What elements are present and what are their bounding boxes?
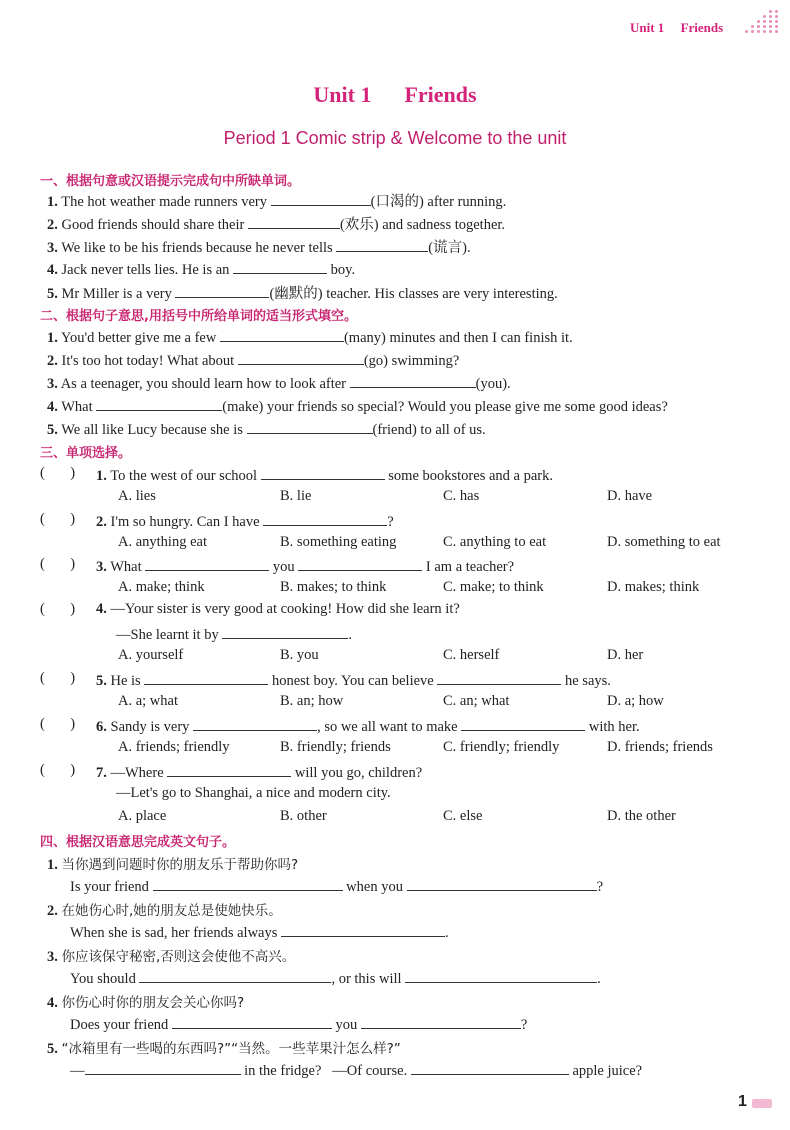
- chinese-prompt: 你伤心时你的朋友会关心你吗?: [61, 995, 245, 1011]
- s2-item: [47, 419, 486, 439]
- header-dot: [775, 25, 778, 28]
- item-text: , or this will: [331, 971, 406, 987]
- item-text: you: [269, 559, 299, 575]
- option-a[interactable]: A. a; what: [118, 693, 178, 709]
- item-text: Sandy is very: [110, 719, 194, 735]
- option-d[interactable]: D. a; how: [607, 693, 664, 709]
- answer-blank[interactable]: [248, 214, 340, 229]
- item-text: honest boy. You can believe: [268, 673, 438, 689]
- item-number: 5.: [96, 673, 107, 689]
- item-text: ?: [520, 1017, 528, 1033]
- item-text: .: [597, 971, 601, 987]
- chinese-prompt: 当你遇到问题时你的朋友乐于帮助你吗?: [61, 857, 299, 873]
- header-dots-ornament: [745, 10, 785, 38]
- section-3-heading: 三、单项选择。: [40, 446, 132, 461]
- item-number: 5.: [47, 1041, 58, 1057]
- section-1-heading: 一、根据句意或汉语提示完成句中所缺单词。: [40, 174, 301, 189]
- chinese-prompt: “冰箱里有一些喝的东西吗?”“当然。一些苹果汁怎么样?”: [61, 1041, 401, 1057]
- s4-item-prompt: [47, 945, 295, 966]
- option-c[interactable]: C. herself: [443, 647, 500, 663]
- item-number: 2.: [96, 514, 107, 530]
- page-number: 1: [738, 1093, 747, 1110]
- item-text: (make) your friends so special? Would you please give me some good ideas?: [222, 399, 668, 415]
- item-number: 1.: [47, 857, 58, 873]
- s4-item-answer: [70, 922, 449, 942]
- answer-blank[interactable]: [407, 876, 597, 891]
- header-dot: [775, 30, 778, 33]
- option-a[interactable]: A. yourself: [118, 647, 184, 663]
- running-header: [630, 20, 723, 36]
- item-number: 2.: [47, 903, 58, 919]
- s1-item: [47, 236, 471, 257]
- item-text: What: [61, 399, 97, 415]
- s2-item: [47, 327, 573, 347]
- option-b[interactable]: B. an; how: [280, 693, 344, 709]
- item-text: some bookstores and a park.: [384, 468, 553, 484]
- header-dot: [769, 30, 772, 33]
- item-text: when you: [342, 879, 407, 895]
- item-number: 3.: [47, 949, 58, 965]
- header-dot: [763, 20, 766, 23]
- header-dot: [769, 10, 772, 13]
- item-text: Does your friend: [70, 1017, 172, 1033]
- answer-blank[interactable]: [263, 511, 387, 526]
- answer-blank[interactable]: [145, 556, 269, 571]
- answer-blank[interactable]: [238, 350, 364, 365]
- item-number: 3.: [47, 376, 58, 392]
- option-b[interactable]: B. friendly; friends: [280, 739, 391, 755]
- answer-blank[interactable]: [193, 716, 317, 731]
- answer-paren[interactable]: ( ): [40, 762, 76, 778]
- answer-paren[interactable]: ( ): [40, 601, 76, 617]
- item-text: .: [348, 627, 352, 643]
- item-text: Good friends should share their: [61, 217, 248, 233]
- header-dot: [769, 15, 772, 18]
- item-text: (谎言).: [428, 240, 471, 256]
- item-text: —: [70, 1063, 85, 1079]
- answer-blank[interactable]: [144, 670, 268, 685]
- header-unit: Unit 1: [630, 20, 665, 35]
- option-d[interactable]: D. have: [607, 488, 653, 504]
- answer-blank[interactable]: [281, 922, 445, 937]
- item-number: 5.: [47, 286, 58, 302]
- item-text: Is your friend: [70, 879, 153, 895]
- s1-item: [47, 213, 505, 234]
- title-unit: Unit 1: [313, 82, 372, 107]
- section-2-heading: 二、根据句子意思,用括号中所给单词的适当形式填空。: [40, 309, 357, 324]
- answer-blank[interactable]: [233, 259, 327, 274]
- item-text: You'd better give me a few: [60, 330, 220, 346]
- answer-blank[interactable]: [96, 396, 222, 411]
- header-dot: [775, 15, 778, 18]
- mc-question-line2: [116, 624, 352, 644]
- header-dot: [757, 25, 760, 28]
- title-topic: Friends: [404, 82, 477, 107]
- header-dot: [775, 10, 778, 13]
- item-text: (friend) to all of us.: [372, 422, 486, 438]
- option-c[interactable]: C. has: [443, 488, 480, 504]
- option-b[interactable]: B. you: [280, 647, 319, 663]
- chinese-prompt: 在她伤心时,她的朋友总是使她快乐。: [61, 903, 282, 919]
- s4-item-answer: [70, 968, 601, 988]
- item-number: 1.: [96, 468, 107, 484]
- option-c[interactable]: C. friendly; friendly: [443, 739, 560, 755]
- answer-paren[interactable]: ( ): [40, 670, 76, 686]
- period-subtitle: Period 1 Comic strip & Welcome to the unit: [223, 128, 567, 148]
- mc-question: [96, 511, 394, 531]
- item-text: Mr Miller is a very: [61, 286, 176, 302]
- s1-item: [47, 190, 506, 211]
- item-text: —Where: [110, 765, 168, 781]
- item-number: 4.: [96, 601, 107, 617]
- answer-blank[interactable]: [461, 716, 585, 731]
- mc-question-line2: —Let's go to Shanghai, a nice and modern city.: [116, 785, 391, 801]
- item-text: (口渴的) after running.: [370, 194, 507, 210]
- answer-blank[interactable]: [153, 876, 343, 891]
- answer-blank[interactable]: [437, 670, 561, 685]
- answer-blank[interactable]: [139, 968, 331, 983]
- option-b[interactable]: B. lie: [280, 488, 312, 504]
- answer-blank[interactable]: [247, 419, 373, 434]
- answer-blank[interactable]: [220, 327, 344, 342]
- s4-item-prompt: [47, 1037, 401, 1058]
- mc-question: [96, 601, 460, 618]
- option-d[interactable]: D. friends; friends: [607, 739, 713, 755]
- header-dot: [769, 20, 772, 23]
- item-text: with her.: [585, 719, 640, 735]
- item-text: (you).: [475, 376, 511, 392]
- mc-question: [96, 716, 640, 736]
- chinese-prompt: 你应该保守秘密,否则这会使他不高兴。: [61, 949, 296, 965]
- s2-item: [47, 396, 668, 416]
- item-text: It's too hot today! What about: [61, 353, 238, 369]
- option-a[interactable]: A. place: [118, 808, 167, 824]
- answer-blank[interactable]: [405, 968, 597, 983]
- option-c[interactable]: C. an; what: [443, 693, 510, 709]
- item-number: 1.: [47, 194, 58, 210]
- section-4-heading: 四、根据汉语意思完成英文句子。: [40, 835, 236, 850]
- item-number: 4.: [47, 262, 58, 278]
- option-b[interactable]: B. something eating: [280, 534, 397, 550]
- header-dot: [745, 30, 748, 33]
- answer-blank[interactable]: [172, 1014, 332, 1029]
- item-text: in the fridge? —Of course.: [240, 1063, 411, 1079]
- answer-blank[interactable]: [85, 1060, 241, 1075]
- option-b[interactable]: B. makes; to think: [280, 579, 387, 595]
- item-text: will you go, children?: [291, 765, 423, 781]
- item-text: , so we all want to make: [317, 719, 462, 735]
- header-dot: [757, 20, 760, 23]
- s2-item: [47, 373, 511, 393]
- item-text: The hot weather made runners very: [61, 194, 271, 210]
- item-text: you: [331, 1017, 361, 1033]
- option-d[interactable]: D. something to eat: [607, 534, 721, 550]
- item-number: 2.: [47, 217, 58, 233]
- item-text: I'm so hungry. Can I have: [110, 514, 264, 530]
- option-a[interactable]: A. friends; friendly: [118, 739, 230, 755]
- unit-title: [0, 82, 790, 108]
- option-c[interactable]: C. anything to eat: [443, 534, 547, 550]
- item-text: He is: [110, 673, 145, 689]
- answer-blank[interactable]: [350, 373, 476, 388]
- answer-blank[interactable]: [167, 762, 291, 777]
- item-number: 6.: [96, 719, 107, 735]
- option-b[interactable]: B. other: [280, 808, 327, 824]
- item-number: 7.: [96, 765, 107, 781]
- s2-item: [47, 350, 459, 370]
- header-dot: [775, 20, 778, 23]
- s4-item-prompt: [47, 991, 244, 1012]
- s1-item: [47, 259, 355, 279]
- header-dot: [751, 25, 754, 28]
- answer-blank[interactable]: [411, 1060, 569, 1075]
- answer-paren[interactable]: ( ): [40, 511, 76, 527]
- item-text: You should: [70, 971, 140, 987]
- item-text: (many) minutes and then I can finish it.: [343, 330, 573, 346]
- header-dot: [763, 15, 766, 18]
- option-d[interactable]: D. her: [607, 647, 644, 663]
- header-topic: Friends: [680, 20, 724, 35]
- header-dot: [751, 30, 754, 33]
- answer-blank[interactable]: [336, 237, 428, 252]
- item-text: (go) swimming?: [363, 353, 460, 369]
- mc-question: [96, 670, 611, 690]
- item-number: 3.: [47, 240, 58, 256]
- s4-item-answer: [70, 1014, 527, 1034]
- item-text: (幽默的) teacher. His classes are very interesting.: [269, 286, 558, 302]
- header-dot: [763, 30, 766, 33]
- item-text: What: [110, 559, 146, 575]
- item-text: I am a teacher?: [422, 559, 515, 575]
- answer-blank[interactable]: [298, 556, 422, 571]
- mc-question: [96, 465, 553, 485]
- item-number: 2.: [47, 353, 58, 369]
- option-a[interactable]: A. make; think: [118, 579, 205, 595]
- header-dot: [757, 30, 760, 33]
- mc-question: [96, 762, 422, 782]
- item-text: ?: [387, 514, 394, 530]
- item-number: 3.: [96, 559, 107, 575]
- answer-blank[interactable]: [261, 465, 385, 480]
- option-c[interactable]: C. else: [443, 808, 483, 824]
- answer-blank[interactable]: [175, 283, 269, 298]
- item-number: 4.: [47, 995, 58, 1011]
- answer-paren[interactable]: ( ): [40, 465, 76, 481]
- option-d[interactable]: D. makes; think: [607, 579, 700, 595]
- item-number: 5.: [47, 422, 58, 438]
- s4-item-prompt: [47, 899, 282, 920]
- item-text: As a teenager, you should learn how to look after: [60, 376, 350, 392]
- item-number: 4.: [47, 399, 58, 415]
- s4-item-prompt: [47, 853, 298, 874]
- answer-blank[interactable]: [271, 191, 371, 206]
- item-text: —She learnt it by: [116, 627, 223, 643]
- item-text: ?: [596, 879, 604, 895]
- item-text: When she is sad, her friends always: [70, 925, 281, 941]
- option-a[interactable]: A. lies: [118, 488, 156, 504]
- s1-item: [47, 282, 558, 303]
- answer-blank[interactable]: [361, 1014, 521, 1029]
- s4-item-answer: [70, 1060, 642, 1080]
- page-number-tab: [752, 1099, 772, 1108]
- item-text: To the west of our school: [110, 468, 261, 484]
- answer-paren[interactable]: ( ): [40, 716, 76, 732]
- item-text: Jack never tells lies. He is an: [61, 262, 234, 278]
- header-dot: [769, 25, 772, 28]
- option-c[interactable]: C. make; to think: [443, 579, 544, 595]
- s4-item-answer: [70, 876, 603, 896]
- mc-question: [96, 556, 514, 576]
- option-a[interactable]: A. anything eat: [118, 534, 207, 550]
- item-text: We all like Lucy because she is: [61, 422, 247, 438]
- item-text: .: [445, 925, 449, 941]
- header-dot: [763, 25, 766, 28]
- item-text: boy.: [327, 262, 356, 278]
- item-text: apple juice?: [568, 1063, 643, 1079]
- answer-blank[interactable]: [222, 624, 348, 639]
- answer-paren[interactable]: ( ): [40, 556, 76, 572]
- item-text: (欢乐) and sadness together.: [339, 217, 506, 233]
- option-d[interactable]: D. the other: [607, 808, 676, 824]
- item-text: he says.: [561, 673, 611, 689]
- item-number: 1.: [47, 330, 58, 346]
- item-text: —Your sister is very good at cooking! How did she learn it?: [110, 601, 460, 617]
- item-text: We like to be his friends because he never tells: [61, 240, 337, 256]
